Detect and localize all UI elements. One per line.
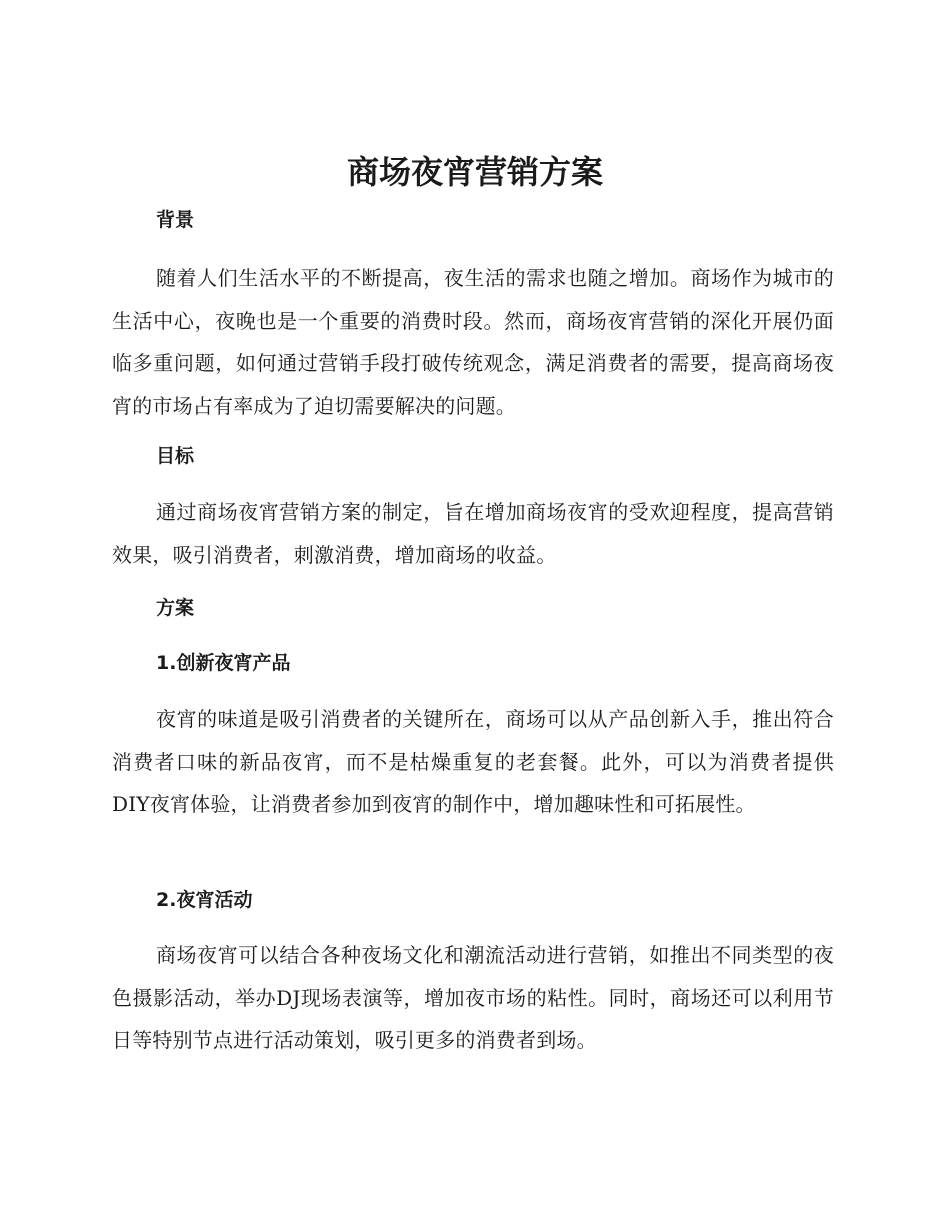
section-paragraph-background: 随着人们生活水平的不断提高，夜生活的需求也随之增加。商场作为城市的生活中心，夜晚也是一个重要的消费时段。然而，商场夜宵营销的深化开展仍面临多重问题，如何通过营销手段打破传统观念，满足消费者的需要，提高商场夜宵的市场占有率成为了迫切需要解决的问题。 — [112, 266, 834, 418]
document-title: 商场夜宵营销方案 — [346, 153, 603, 191]
section-paragraph-goal: 通过商场夜宵营销方案的制定，旨在增加商场夜宵的受欢迎程度，提高营销效果，吸引消费者，刺激消费，增加商场的收益。 — [112, 500, 834, 567]
section-heading-background: 背景 — [156, 209, 195, 231]
section-heading-goal: 目标 — [156, 445, 195, 467]
section-paragraph-new-products: 夜宵的味道是吸引消费者的关键所在，商场可以从产品创新入手，推出符合消费者口味的新品夜宵，而不是枯燥重复的老套餐。此外，可以为消费者提供DIY夜宵体验，让消费者参加到夜宵的制作中，增加趣味性和可拓展性。 — [112, 707, 834, 816]
section-paragraph-activities: 商场夜宵可以结合各种夜场文化和潮流活动进行营销，如推出不同类型的夜色摄影活动，举办DJ现场表演等，增加夜市场的粘性。同时，商场还可以利用节日等特别节点进行活动策划，吸引更多的消费者到场。 — [112, 943, 834, 1052]
section-heading-activities: 2.夜宵活动 — [156, 889, 253, 911]
section-heading-new-products: 1.创新夜宵产品 — [156, 652, 291, 674]
section-heading-plan: 方案 — [156, 597, 195, 619]
